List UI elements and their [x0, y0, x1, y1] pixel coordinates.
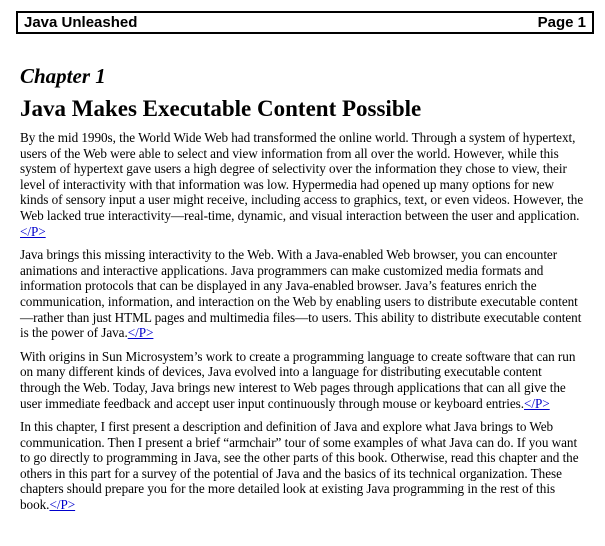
document-body	[20, 62, 585, 521]
paragraph-end-link[interactable]: </P>	[127, 325, 154, 341]
paragraph-3	[20, 349, 585, 411]
document-title: Java Unleashed	[24, 14, 138, 31]
paragraph-end-link[interactable]: </P>	[524, 395, 550, 411]
paragraph-text: Java brings this missing interactivity to the Web. With a Java-enabled Web browser, you can encounter animations and interactive applications. Java programmers can make customized media formats and information protocols that can be displayed in any Java-enabled browser. Java’s features enrich the communication, information, and interaction on the Web by enabling users to distribute executable content—rather than just HTML pages and multimedia files—to users. This ability to distribute executable content is the power of Java.	[20, 247, 582, 341]
paragraph-4	[20, 419, 585, 513]
page-number: Page 1	[537, 14, 586, 31]
paragraph-text: By the mid 1990s, the World Wide Web had transformed the online world. Through a system of hypertext, users of the Web were able to select and view information from all over the world. However, while this system of hypertext gave users a high degree of selectivity over the information they chose to view, their level of interactivity with that information was low. Hypermedia had opened up many options for new kinds of sensory input a user might receive, including access to graphics, text, or even videos. However, the Web lacked true interactivity—real-time, dynamic, and visual interaction between the user and application.	[20, 130, 584, 223]
paragraph-2	[20, 247, 585, 341]
paragraph-text: With origins in Sun Microsystem’s work to create a programming language to create software that can run on many different kinds of devices, Java evolved into a language for distributing executable content through the Web. Today, Java brings new interest to Web pages through applications that can all give the user immediate feedback and accept user input continuously through mouse or keyboard entries.	[20, 348, 576, 411]
paragraph-end-link[interactable]: </P>	[20, 223, 46, 239]
paragraph-1	[20, 130, 585, 239]
chapter-title: Java Makes Executable Content Possible	[20, 96, 422, 121]
paragraph-end-link[interactable]: </P>	[49, 497, 76, 513]
paragraph-text: In this chapter, I first present a description and definition of Java and explore what Java brings to Web communication. Then I present a brief “armchair” tour of some examples of what Java can do. If you want to go directly to programming in Java, see the other parts of this book. Otherwise, read this chapter and the others in this part for a survey of the potential of Java and the basics of its technical organization. These chapters should prepare you for the more detailed look at existing Java programming in the rest of this book.	[20, 419, 579, 513]
chapter-label: Chapter 1	[20, 64, 106, 88]
page-header	[16, 11, 594, 34]
